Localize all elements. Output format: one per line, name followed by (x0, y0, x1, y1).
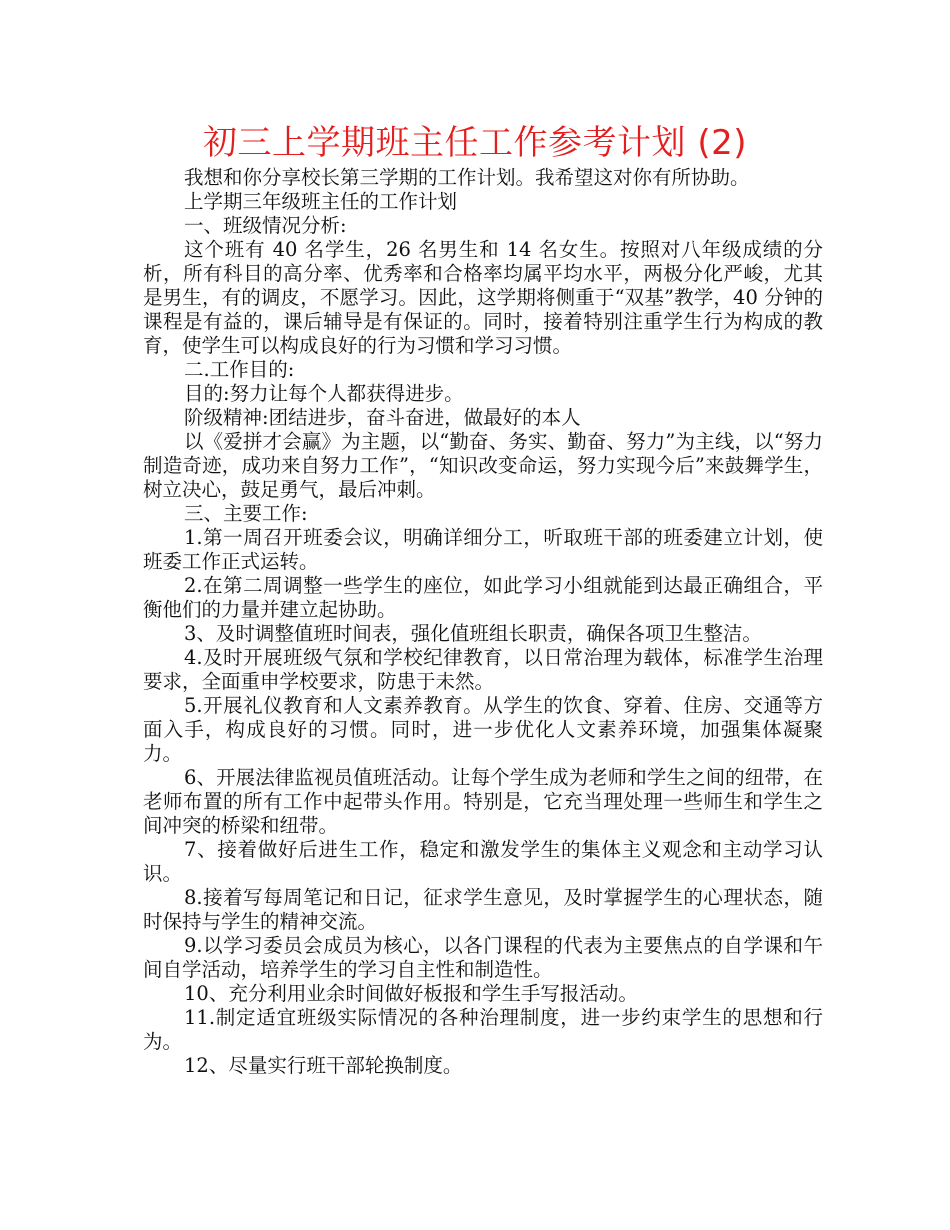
list-item-11: 11.制定适宜班级实际情况的各种治理制度，进一步约束学生的思想和行为。 (143, 1006, 823, 1053)
section-heading-main-work: 三、主要工作: (184, 502, 308, 525)
list-item-5: 5.开展礼仪教育和人文素养教育。从学生的饮食、穿着、住房、交通等方面入手，构成良好的习惯。同时，进一步优化人文素养环境，加强集体凝聚力。 (143, 694, 823, 765)
list-item-4: 4.及时开展班级气氛和学校纪律教育，以日常治理为载体，标准学生治理要求，全面重申学校要求，防患于未然。 (143, 646, 823, 693)
list-item-8: 8.接着写每周笔记和日记，征求学生意见，及时掌握学生的心理状态，随时保持与学生的精神交流。 (143, 886, 823, 933)
document-title: 初三上学期班主任工作参考计划 (2) (203, 123, 747, 163)
list-item-10: 10、充分利用业余时间做好板报和学生手写报活动。 (184, 982, 638, 1005)
list-item-3: 3、及时调整值班时间表，强化值班组长职责，确保各项卫生整洁。 (184, 622, 762, 645)
document-body (143, 166, 823, 1078)
paragraph-goal: 目的:努力让每个人都获得进步。 (184, 382, 464, 405)
paragraph-class-analysis: 这个班有 40 名学生，26 名男生和 14 名女生。按照对八年级成绩的分析，所有科目的高分率、优秀率和合格率均属平均水平，两极分化严峻，尤其是男生，有的调皮，不愿学习。因此，这学期将侧重于“双基”教学，40 分钟的课程是有益的，课后辅导是有保证的。同时，接着特别注重学生行为构成的教育，使学生可以构成良好的行为习惯和学习习惯。 (143, 238, 823, 357)
list-item-2: 2.在第二周调整一些学生的座位，如此学习小组就能到达最正确组合，平衡他们的力量并建立起协助。 (143, 574, 823, 621)
list-item-6: 6、开展法律监视员值班活动。让每个学生成为老师和学生之间的纽带，在老师布置的所有工作中起带头作用。特别是，它充当理处理一些师生和学生之间冲突的桥梁和纽带。 (143, 766, 823, 837)
list-item-1: 1.第一周召开班委会议，明确详细分工，听取班干部的班委建立计划，使班委工作正式运转。 (143, 526, 823, 573)
section-heading-class-analysis: 一、班级情况分析: (184, 214, 347, 237)
list-item-7: 7、接着做好后进生工作，稳定和激发学生的集体主义观念和主动学习认识。 (143, 838, 823, 885)
paragraph-plan-heading: 上学期三年级班主任的工作计划 (184, 190, 458, 213)
section-heading-work-goal: 二.工作目的: (184, 358, 295, 381)
paragraph-theme: 以《爱拼才会赢》为主题，以“勤奋、务实、勤奋、努力”为主线，以“努力制造奇迹，成功来自努力工作”，“知识改变命运，努力实现今后”来鼓舞学生，树立决心，鼓足勇气，最后冲刺。 (143, 430, 823, 501)
paragraph-intro: 我想和你分享校长第三学期的工作计划。我希望这对你有所协助。 (184, 166, 750, 189)
list-item-12: 12、尽量实行班干部轮换制度。 (184, 1054, 463, 1077)
paragraph-class-spirit: 阶级精神:团结进步，奋斗奋进，做最好的本人 (184, 406, 581, 429)
list-item-9: 9.以学习委员会成员为核心，以各门课程的代表为主要焦点的自学课和午间自学活动，培养学生的学习自主性和制造性。 (143, 934, 823, 981)
